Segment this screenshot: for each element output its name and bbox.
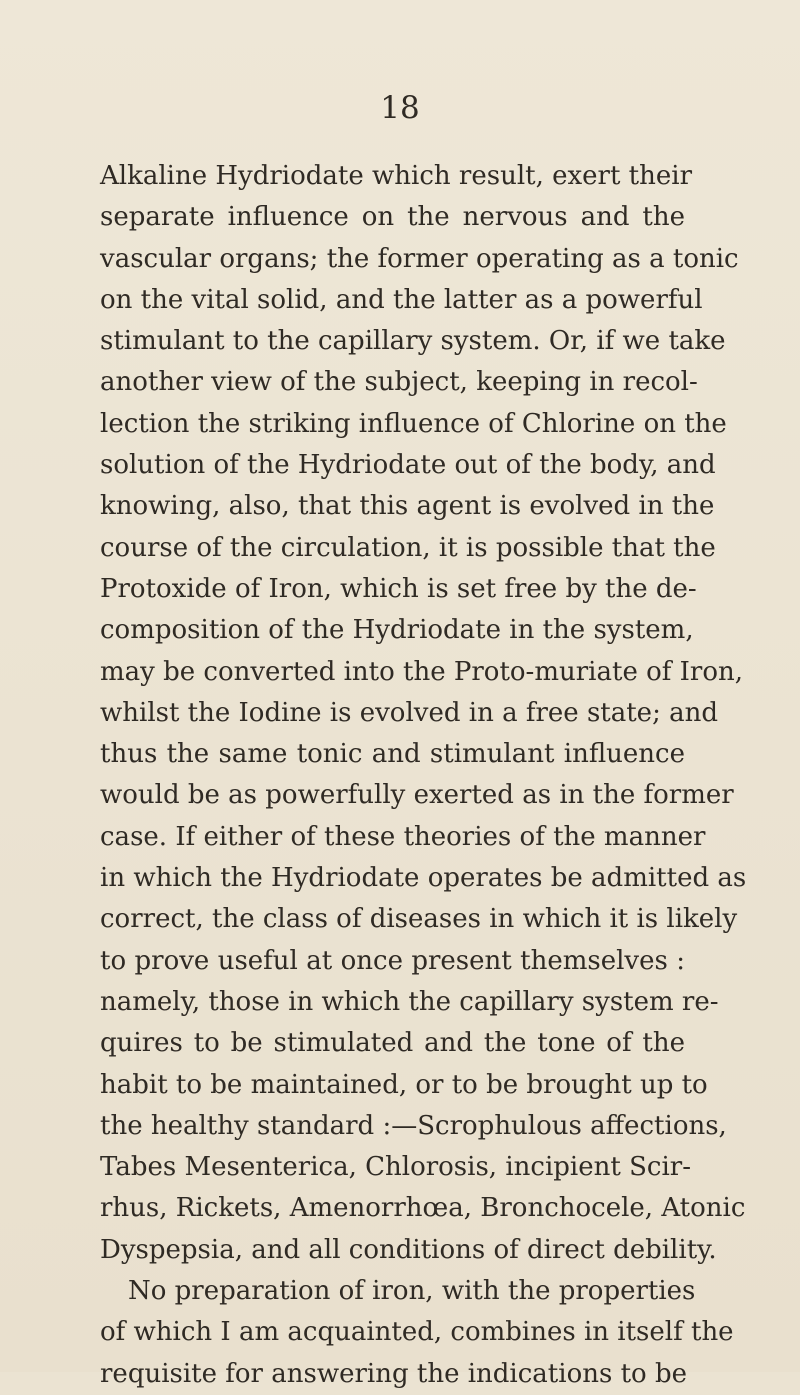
text-line: separate influence on the nervous and the	[100, 202, 685, 233]
text-line: rhus, Rickets, Amenorrhœa, Bronchocele, Atonic	[100, 1193, 746, 1224]
text-line: namely, those in which the capillary system re-	[100, 986, 719, 1017]
text-line: to prove useful at once present themselves :	[100, 945, 685, 976]
page-number: 18	[380, 90, 420, 126]
text-line: may be converted into the Proto-muriate of Iron,	[100, 656, 743, 687]
text-line: of which I am acquainted, combines in itself the	[100, 1317, 734, 1348]
paragraph-start-line: No preparation of iron, with the properties	[128, 1276, 696, 1307]
text-line: the healthy standard :—Scrophulous affections,	[100, 1110, 727, 1141]
text-line: correct, the class of diseases in which it is likely	[100, 904, 738, 935]
text-line: course of the circulation, it is possible that the	[100, 532, 716, 563]
text-line: whilst the Iodine is evolved in a free state; and	[100, 697, 718, 728]
text-line: on the vital solid, and the latter as a powerful	[100, 284, 703, 315]
text-line: another view of the subject, keeping in recol-	[100, 367, 698, 398]
text-line: habit to be maintained, or to be brought up to	[100, 1069, 708, 1100]
text-line: stimulant to the capillary system. Or, if we take	[100, 326, 726, 357]
text-line: thus the same tonic and stimulant influence	[100, 739, 685, 770]
text-line: requisite for answering the indications to be	[100, 1358, 687, 1389]
text-line: vascular organs; the former operating as a tonic	[100, 243, 739, 274]
text-line: Alkaline Hydriodate which result, exert their	[100, 161, 693, 191]
body-text	[100, 156, 747, 1395]
paragraph-end-line: Dyspepsia, and all conditions of direct debility.	[100, 1234, 717, 1265]
text-line: case. If either of these theories of the manner	[100, 821, 706, 852]
text-line: Protoxide of Iron, which is set free by the de-	[100, 573, 697, 604]
text-line: would be as powerfully exerted as in the former	[100, 780, 734, 811]
text-line: in which the Hydriodate operates be admitted as	[100, 863, 747, 894]
text-line: composition of the Hydriodate in the system,	[100, 615, 694, 646]
text-line: Tabes Mesenterica, Chlorosis, incipient Scir-	[100, 1152, 691, 1183]
text-line: solution of the Hydriodate out of the body, and	[100, 450, 716, 481]
text-line: lection the striking influence of Chlorine on the	[100, 408, 727, 439]
text-line: knowing, also, that this agent is evolved in the	[100, 491, 715, 522]
text-line: quires to be stimulated and the tone of the	[100, 1028, 685, 1059]
